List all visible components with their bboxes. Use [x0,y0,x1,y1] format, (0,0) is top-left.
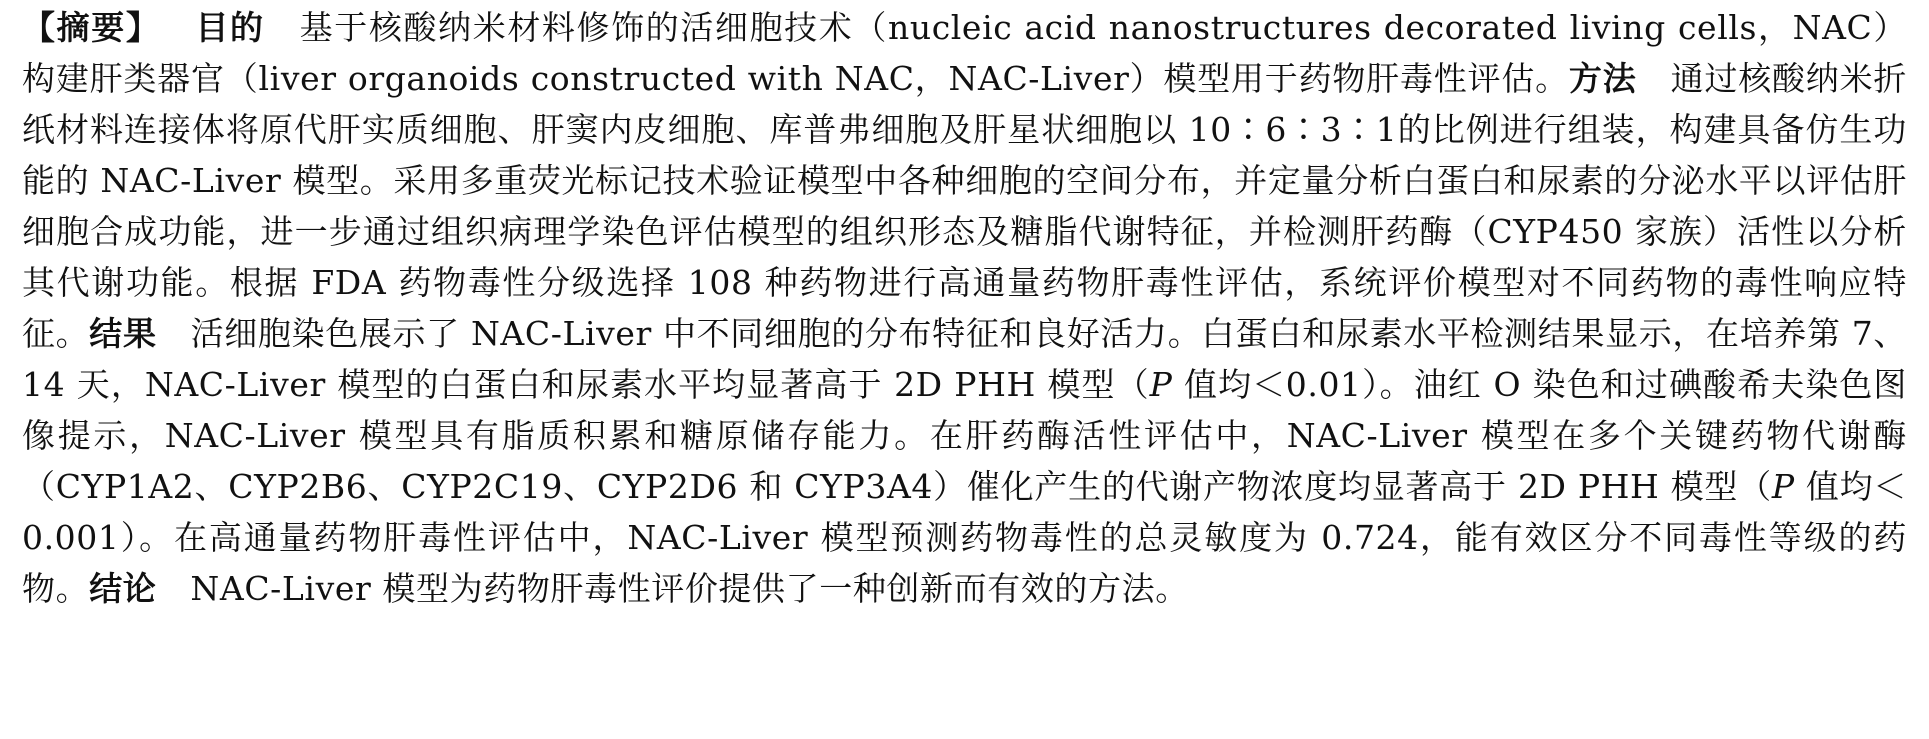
results-text-part-2: 值均＜0.01）。油红 O 染色和过碘酸希夫染色图像提示，NAC-Liver 模型具有脂质积累和糖原储存能力。在肝药酶活性评估中，NAC-Liver 模型在多个关键药物代谢酶（CYP1A2、CYP2B6、CYP2C19、CYP2D6 和 CYP3A4）催化产生的代谢产物浓度均显著高于 2D PHH 模型（ [22,365,1907,506]
results-text-part-3: 值均＜0.001）。在高通量药物肝毒性评估中，NAC-Liver 模型预测药物毒性的总灵敏度为 0.724，能有效区分不同毒性等级的药物。 [22,467,1908,608]
results-label: 结果 [89,314,157,353]
abstract-paragraph [22,0,1907,614]
abstract-header: 【摘要】 [22,8,161,47]
methods-text: 通过核酸纳米折纸材料连接体将原代肝实质细胞、肝窦内皮细胞、库普弗细胞及肝星状细胞以 10∶6∶3∶1的比例进行组装，构建具备仿生功能的 NAC-Liver 模型。采用多重荧光标记技术验证模型中各种细胞的空间分布，并定量分析白蛋白和尿素的分泌水平以评估肝细胞合成功能，进一步通过组织病理学染色评估模型的组织形态及糖脂代谢特征，并检测肝药酶（CYP450 家族）活性以分析其代谢功能。根据 FDA 药物毒性分级选择 108 种药物进行高通量药物肝毒性评估，系统评价模型对不同药物的毒性响应特征。 [22,59,1908,353]
conclusion-label: 结论 [89,569,157,608]
objective-label: 目的 [194,8,265,47]
p-value-symbol-2: P [1771,467,1795,506]
p-value-symbol-1: P [1149,365,1173,404]
methods-label: 方法 [1568,59,1637,98]
conclusion-text: NAC-Liver 模型为药物肝毒性评价提供了一种创新而有效的方法。 [190,569,1189,608]
objective-text: 基于核酸纳米材料修饰的活细胞技术（nucleic acid nanostructures decorated living cells，NAC）构建肝类器官（liver organoids constructed with NAC，NAC-Liver）模型用于药物肝毒性评估。 [22,8,1908,98]
results-text-part-1: 活细胞染色展示了 NAC-Liver 中不同细胞的分布特征和良好活力。白蛋白和尿素水平检测结果显示，在培养第 7、14 天，NAC-Liver 模型的白蛋白和尿素水平均显著高于 2D PHH 模型（ [22,314,1908,404]
